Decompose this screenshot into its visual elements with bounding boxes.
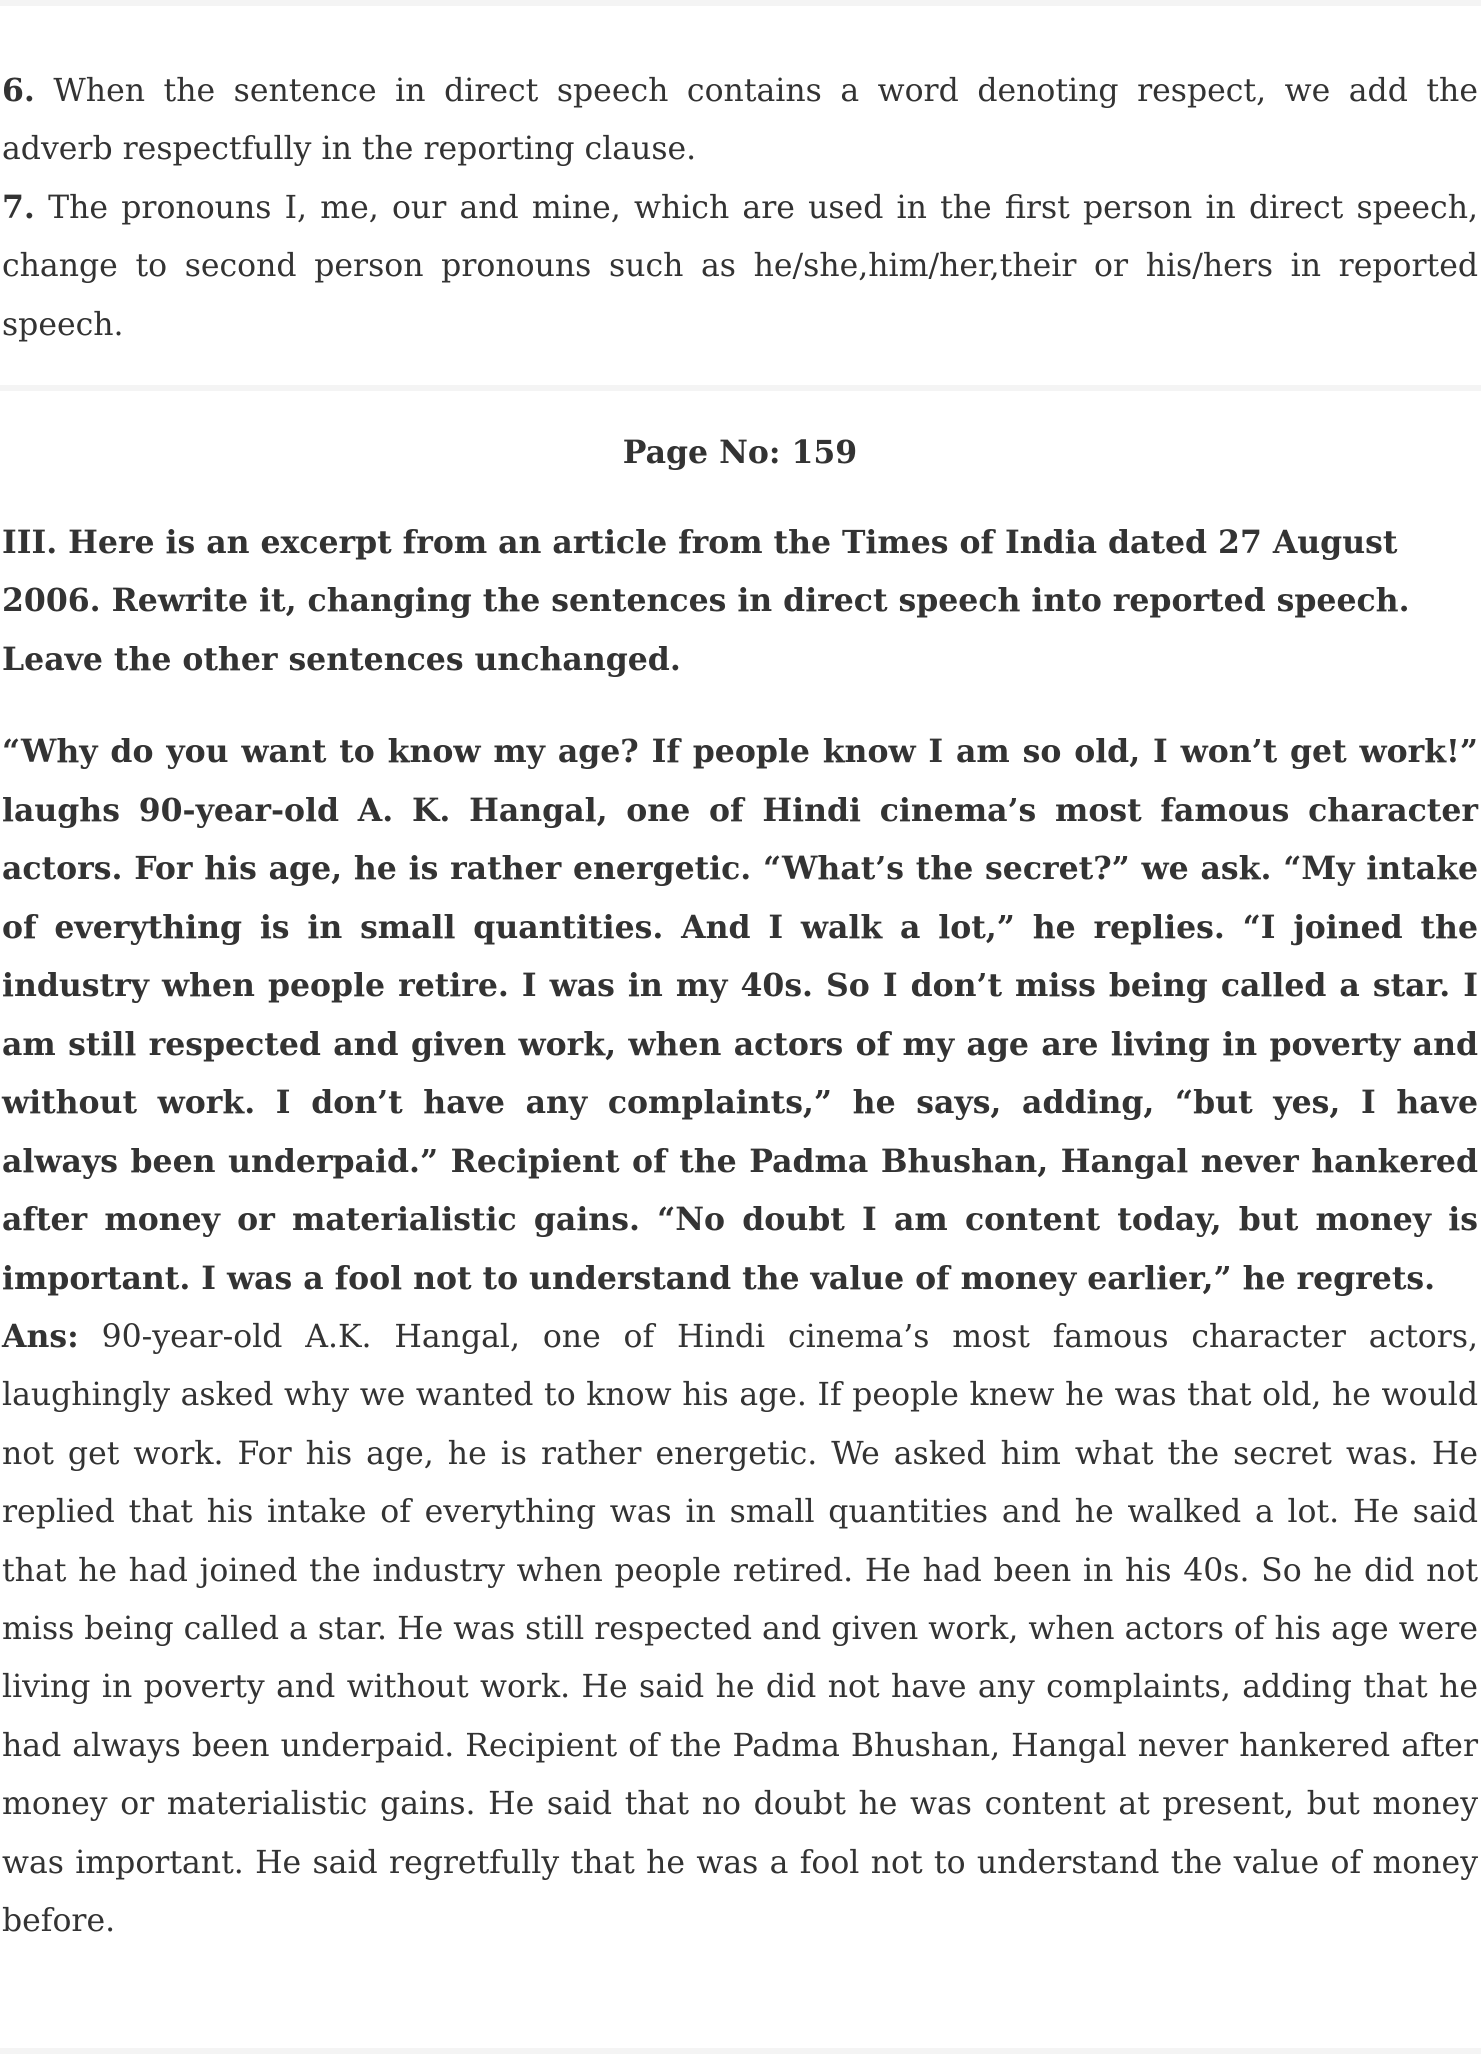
answer-label: Ans: (2, 1318, 79, 1355)
rule-number: 6. (2, 72, 35, 109)
rule-6 (2, 62, 1478, 179)
rule-7 (2, 179, 1478, 354)
rule-text: The pronouns I, me, our and mine, which are used in the first person in direct speech, change to second person pronouns such as he/she,him/her,their or his/hers in reported speech. (2, 189, 1478, 343)
page-number-heading (2, 424, 1478, 482)
rules-section (2, 62, 1478, 354)
answer-paragraph (2, 1308, 1478, 1950)
page-label: Page No: 159 (622, 434, 858, 471)
top-divider (0, 0, 1481, 6)
excerpt-section (2, 723, 1478, 1950)
section-divider (0, 385, 1481, 391)
bottom-divider (0, 2048, 1481, 2054)
answer-text: 90-year-old A.K. Hangal, one of Hindi cinema’s most famous character actors, laughingly asked why we wanted to know his age. If people knew he was that old, he would not get work. For his age, he is rather energetic. We asked him what the secret was. He replied that his intake of everything was in small quantities and he walked a lot. He said that he had joined the industry when people retired. He had been in his 40s. So he did not miss being called a star. He was still respected and given work, when actors of his age were living in poverty and without work. He said he did not have any complaints, adding that he had always been underpaid. Recipient of the Padma Bhushan, Hangal never hankered after money or materialistic gains. He said that no doubt he was content at present, but money was important. He said regretfully that he was a fool not to understand the value of money before. (2, 1319, 1478, 1940)
question-section (2, 514, 1478, 689)
question-excerpt: “Why do you want to know my age? If people know I am so old, I won’t get work!” laughs 90-year-old A. K. Hangal, one of Hindi cinema’s most famous character actors. For his age, he is rather energetic. “What’s the secret?” we ask. “My intake of everything is in small quantities. And I walk a lot,” he replies. “I joined the industry when people retire. I was in my 40s. So I don’t miss being called a star. I am still respected and given work, when actors of my age are living in poverty and without work. I don’t have any complaints,” he says, adding, “but yes, I have always been underpaid.” Recipient of the Padma Bhushan, Hangal never hankered after money or materialistic gains. “No doubt I am content today, but money is important. I was a fool not to understand the value of money earlier,” he regrets. (2, 733, 1478, 1297)
rule-number: 7. (2, 188, 35, 226)
question-instruction: III. Here is an excerpt from an article from the Times of India dated 27 August 2006. Rewrite it, changing the sentences in direct speech into reported speech. Leave the other sentences unchanged. (2, 524, 1410, 678)
rule-text: When the sentence in direct speech contains a word denoting respect, we add the adverb respectfully in the reporting clause. (2, 73, 1478, 168)
